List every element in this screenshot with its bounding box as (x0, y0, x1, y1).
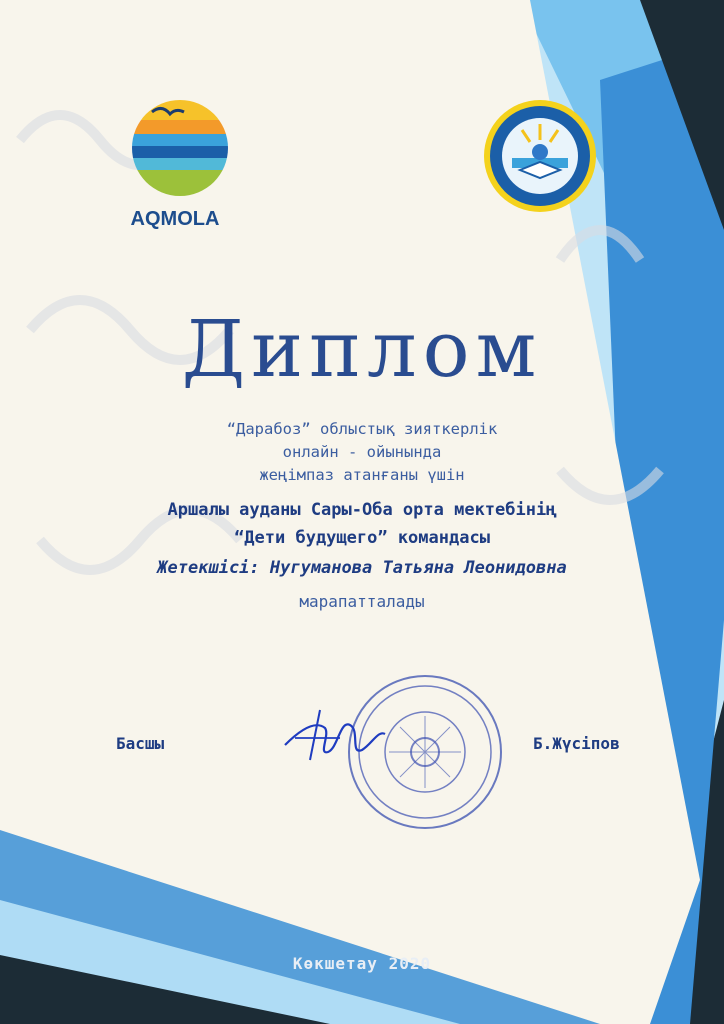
signatory-role: Басшы (116, 734, 165, 753)
team-leader: Жетекшісі: Нугуманова Татьяна Леонидовна (157, 558, 567, 578)
signatory-name: Б.Жүсіпов (533, 734, 620, 753)
signature-scribble (280, 700, 390, 770)
recipient-school: Аршалы ауданы Сары-Оба орта мектебінің (167, 500, 557, 520)
city-year: Көкшетау 2020 (292, 954, 432, 973)
contest-line-3: жеңімпаз атанғаны үшін (259, 466, 465, 484)
diploma-title: Диплом (181, 305, 543, 395)
contest-line-2: онлайн - ойынында (282, 443, 442, 461)
awarded-text: марапатталады (299, 592, 425, 611)
aqmola-brand-text: AQMOLA (130, 208, 220, 230)
education-department-emblem (480, 96, 600, 216)
contest-line-1: “Дарабоз” облыстық зияткерлік (226, 420, 498, 438)
recipient-team: “Дети будущего” командасы (234, 528, 490, 548)
